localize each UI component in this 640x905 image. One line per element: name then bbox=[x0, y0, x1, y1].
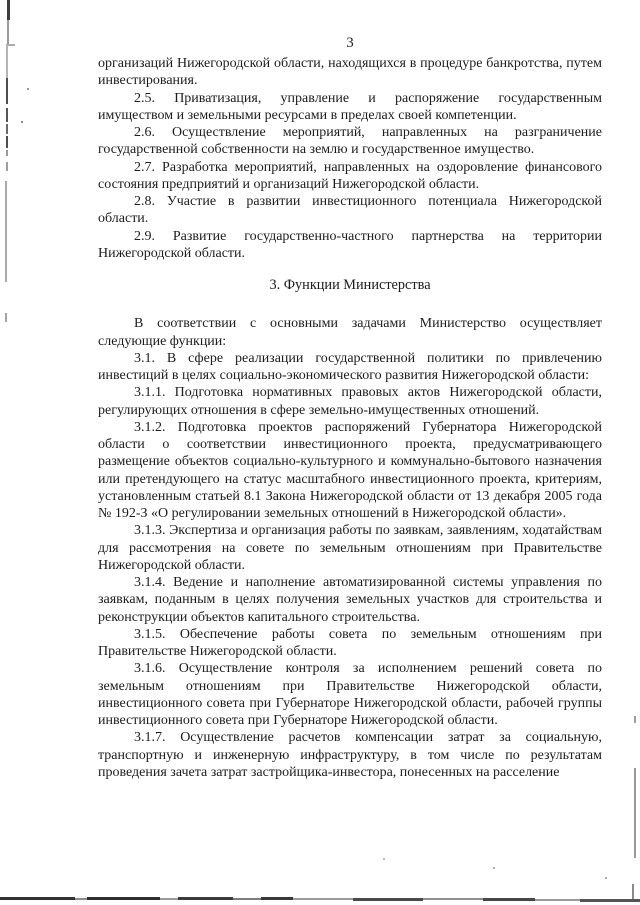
paragraph: 3.1.4. Ведение и наполнение автоматизированной системы управления по заявкам, поданным в целях получения земельных участков для строительства и реконструкции объектов капитального строительства. bbox=[98, 575, 602, 625]
paragraph: 2.8. Участие в развитии инвестиционного потенциала Нижегородской области. bbox=[98, 194, 602, 227]
paragraph: 3.1.6. Осуществление контроля за исполнением решений совета по земельным отношениям при Правительстве Нижегородской области, инвестиционного совета при Губернаторе Нижегородской области, рабочей группы инвестиционного совета при Губернаторе Нижегородской области. bbox=[98, 661, 602, 728]
paragraph: 3.1.2. Подготовка проектов распоряжений Губернатора Нижегородской области о соответствии инвестиционного проекта, предусматривающего размещение объектов социально-культурного и коммунально-бытового назначения или претендующего на статус масштабного инвестиционного проекта, критериям, установленным статьей 8.1 Закона Нижегородской области от 13 декабря 2005 года № 192-З «О регулировании земельных отношений в Нижегородской области». bbox=[98, 419, 602, 521]
page-number: 3 bbox=[346, 35, 354, 51]
paragraph: 2.7. Разработка мероприятий, направленных на оздоровление финансового состояния предприятий и организаций Нижегородской области. bbox=[98, 159, 602, 192]
paragraph: 3.1.3. Экспертиза и организация работы по заявкам, заявлениям, ходатайствам для рассмотрения на совете по земельным отношениям при Правительстве Нижегородской области. bbox=[98, 523, 602, 573]
paragraph: 3.1.5. Обеспечение работы совета по земельным отношениям при Правительстве Нижегородской области. bbox=[98, 626, 602, 659]
paragraph: 2.5. Приватизация, управление и распоряжение государственным имуществом и земельными ресурсами в пределах своей компетенции. bbox=[98, 90, 602, 123]
paragraph: 3.1.1. Подготовка нормативных правовых актов Нижегородской области, регулирующих отношения в сфере земельно-имущественных отношений. bbox=[98, 385, 602, 418]
paragraph: 2.9. Развитие государственно-частного партнерства на территории Нижегородской области. bbox=[98, 228, 602, 261]
paragraph: 2.6. Осуществление мероприятий, направленных на разграничение государственной собственности на землю и государственное имущество. bbox=[98, 125, 602, 158]
paragraph: 3.1.7. Осуществление расчетов компенсации затрат за социальную, транспортную и инженерную инфраструктуру, в том числе по результатам проведения зачета затрат застройщика-инвестора, понесенных на расселение bbox=[98, 730, 602, 780]
paragraph: организаций Нижегородской области, находящихся в процедуре банкротства, путем инвестирования. bbox=[98, 56, 602, 89]
section-heading: 3. Функции Министерства bbox=[269, 277, 431, 293]
paragraph: В соответствии с основными задачами Министерство осуществляет следующие функции: bbox=[98, 316, 602, 349]
document-text bbox=[98, 55, 602, 781]
paragraph: 3.1. В сфере реализации государственной политики по привлечению инвестиций в целях социально-экономического развития Нижегородской области: bbox=[98, 350, 602, 383]
